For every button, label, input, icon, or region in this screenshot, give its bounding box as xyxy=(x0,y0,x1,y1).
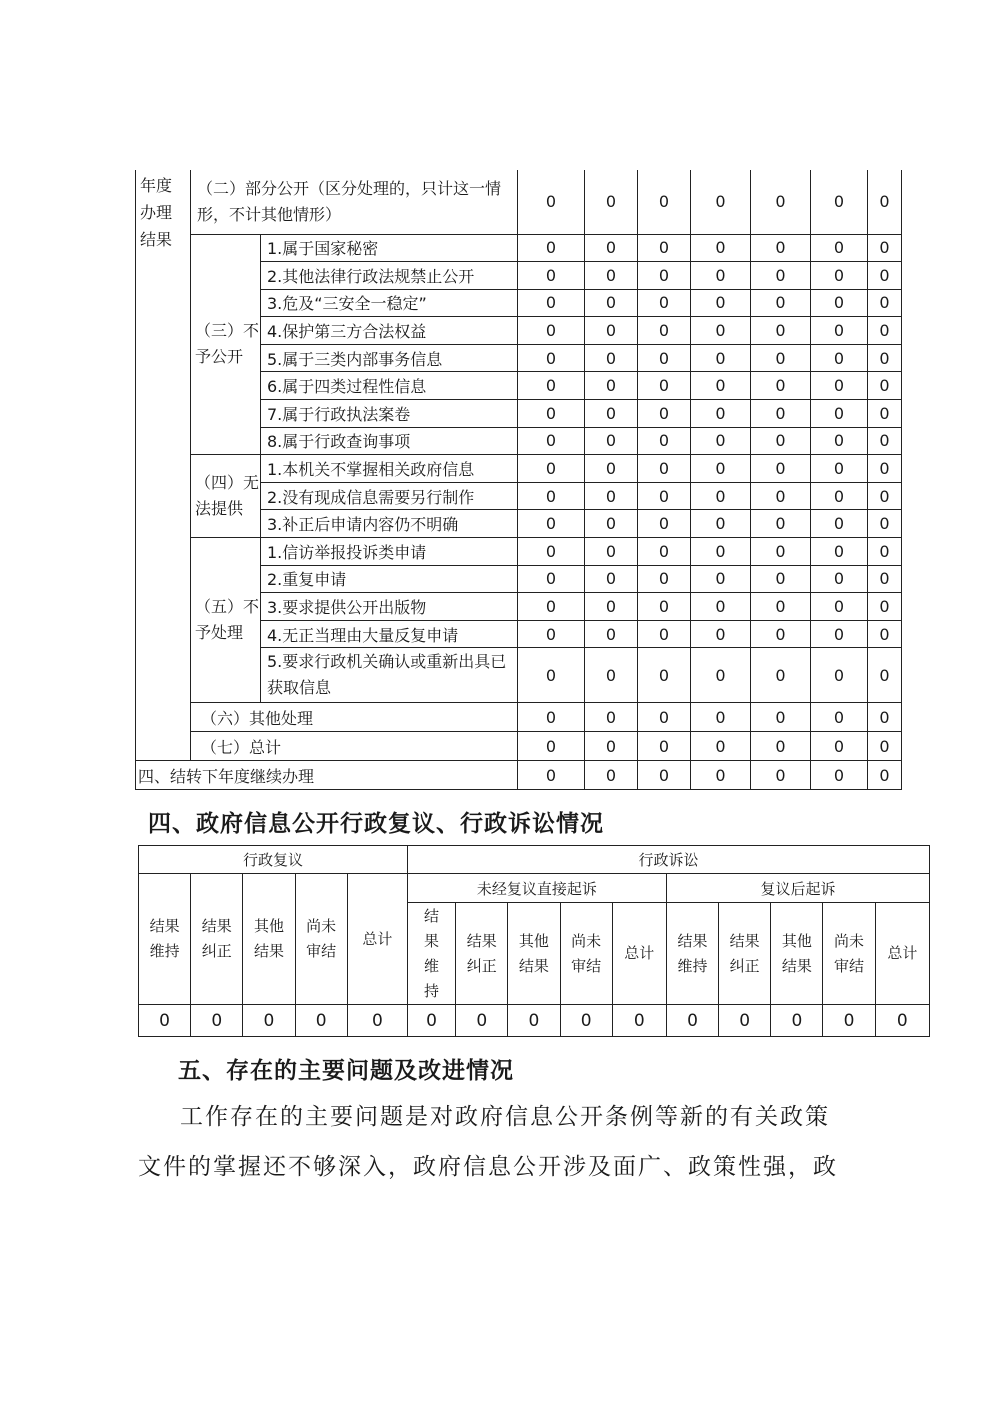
value-cell: 0 xyxy=(518,317,585,345)
value-cell: 0 xyxy=(638,620,691,648)
value-cell: 0 xyxy=(811,703,868,732)
value-cell: 0 xyxy=(868,620,902,648)
value-cell: 0 xyxy=(191,1005,243,1037)
value-cell: 0 xyxy=(585,620,638,648)
sub-header: 其他结果 xyxy=(243,874,295,1005)
value-cell: 0 xyxy=(691,761,751,790)
table-row xyxy=(139,874,930,903)
value-cell: 0 xyxy=(518,372,585,400)
row-label: 1.信访举报投诉类申请 xyxy=(261,538,518,566)
sub-header: 结果维持 xyxy=(407,903,455,1005)
value-cell: 0 xyxy=(585,732,638,761)
row-label: 7.属于行政执法案卷 xyxy=(261,400,518,428)
sub-header: 结果纠正 xyxy=(719,903,771,1005)
after-header: 复议后起诉 xyxy=(666,874,929,903)
value-cell: 0 xyxy=(751,510,811,538)
value-cell: 0 xyxy=(585,262,638,290)
value-cell: 0 xyxy=(243,1005,295,1037)
direct-header: 未经复议直接起诉 xyxy=(407,874,666,903)
section5-title: 五、存在的主要问题及改进情况 xyxy=(178,1058,514,1084)
value-cell: 0 xyxy=(585,317,638,345)
table-row xyxy=(136,234,902,262)
sub-header: 结果维持 xyxy=(139,874,191,1005)
value-cell: 0 xyxy=(811,372,868,400)
value-cell: 0 xyxy=(811,344,868,372)
row-label: 2.其他法律行政法规禁止公开 xyxy=(261,262,518,290)
value-cell: 0 xyxy=(585,400,638,428)
value-cell: 0 xyxy=(811,510,868,538)
value-cell: 0 xyxy=(691,427,751,455)
value-cell: 0 xyxy=(638,565,691,593)
value-cell: 0 xyxy=(868,482,902,510)
row-label: 4.保护第三方合法权益 xyxy=(261,317,518,345)
value-cell: 0 xyxy=(585,289,638,317)
value-cell: 0 xyxy=(518,427,585,455)
row-label: （六）其他处理 xyxy=(191,703,518,732)
sub-header: 尚未审结 xyxy=(560,903,612,1005)
value-cell: 0 xyxy=(347,1005,407,1037)
results-table xyxy=(135,170,902,790)
group-label-not-processed: （五）不予处理 xyxy=(191,538,261,703)
value-cell: 0 xyxy=(518,732,585,761)
value-cell: 0 xyxy=(638,317,691,345)
value-cell: 0 xyxy=(638,455,691,483)
value-cell: 0 xyxy=(612,1005,666,1037)
value-cell: 0 xyxy=(518,761,585,790)
litigation-header: 行政诉讼 xyxy=(407,846,929,874)
value-cell: 0 xyxy=(868,344,902,372)
value-cell: 0 xyxy=(295,1005,347,1037)
table-row xyxy=(136,170,902,234)
row-label: 5.要求行政机关确认或重新出具已获取信息 xyxy=(261,648,518,703)
value-cell: 0 xyxy=(691,234,751,262)
value-cell: 0 xyxy=(518,593,585,621)
sub-header: 结果纠正 xyxy=(456,903,508,1005)
paragraph-line-2: 文件的掌握还不够深入，政府信息公开涉及面广、政策性强，政 xyxy=(138,1154,838,1180)
value-cell: 0 xyxy=(868,761,902,790)
value-cell: 0 xyxy=(868,317,902,345)
value-cell: 0 xyxy=(868,648,902,703)
sub-header: 其他结果 xyxy=(771,903,823,1005)
value-cell: 0 xyxy=(868,593,902,621)
row-label: 5.属于三类内部事务信息 xyxy=(261,344,518,372)
value-cell: 0 xyxy=(518,344,585,372)
value-cell: 0 xyxy=(868,400,902,428)
value-cell: 0 xyxy=(691,510,751,538)
value-cell: 0 xyxy=(585,427,638,455)
value-cell: 0 xyxy=(691,400,751,428)
value-cell: 0 xyxy=(823,1005,875,1037)
row-label: （二）部分公开（区分处理的，只计这一情形，不计其他情形） xyxy=(191,170,518,234)
sub-header: 总计 xyxy=(612,903,666,1005)
value-cell: 0 xyxy=(691,289,751,317)
value-cell: 0 xyxy=(518,455,585,483)
value-cell: 0 xyxy=(811,289,868,317)
value-cell: 0 xyxy=(585,538,638,566)
value-cell: 0 xyxy=(751,565,811,593)
value-cell: 0 xyxy=(751,455,811,483)
value-cell: 0 xyxy=(691,372,751,400)
value-cell: 0 xyxy=(518,234,585,262)
value-cell: 0 xyxy=(751,262,811,290)
value-cell: 0 xyxy=(638,703,691,732)
value-cell: 0 xyxy=(407,1005,455,1037)
row-label: 3.补正后申请内容仍不明确 xyxy=(261,510,518,538)
value-cell: 0 xyxy=(691,565,751,593)
value-cell: 0 xyxy=(638,289,691,317)
value-cell: 0 xyxy=(751,400,811,428)
value-cell: 0 xyxy=(691,262,751,290)
value-cell: 0 xyxy=(518,648,585,703)
value-cell: 0 xyxy=(771,1005,823,1037)
section4-title: 四、政府信息公开行政复议、行政诉讼情况 xyxy=(148,811,604,837)
value-cell: 0 xyxy=(456,1005,508,1037)
value-cell: 0 xyxy=(868,427,902,455)
value-cell: 0 xyxy=(638,761,691,790)
value-cell: 0 xyxy=(751,703,811,732)
value-cell: 0 xyxy=(751,289,811,317)
sub-header: 尚未审结 xyxy=(823,903,875,1005)
value-cell: 0 xyxy=(868,455,902,483)
value-cell: 0 xyxy=(691,317,751,345)
value-cell: 0 xyxy=(811,317,868,345)
row-label: 3.要求提供公开出版物 xyxy=(261,593,518,621)
value-cell: 0 xyxy=(875,1005,929,1037)
table-row xyxy=(139,1005,930,1037)
value-cell: 0 xyxy=(811,620,868,648)
value-cell: 0 xyxy=(585,482,638,510)
value-cell: 0 xyxy=(638,400,691,428)
value-cell: 0 xyxy=(868,510,902,538)
value-cell: 0 xyxy=(751,482,811,510)
value-cell: 0 xyxy=(585,648,638,703)
row-label: （七）总计 xyxy=(191,732,518,761)
row-label: 2.重复申请 xyxy=(261,565,518,593)
value-cell: 0 xyxy=(518,510,585,538)
review-litigation-table xyxy=(138,845,930,1037)
value-cell: 0 xyxy=(585,565,638,593)
value-cell: 0 xyxy=(691,593,751,621)
value-cell: 0 xyxy=(751,170,811,234)
sub-header: 总计 xyxy=(875,903,929,1005)
value-cell: 0 xyxy=(811,262,868,290)
value-cell: 0 xyxy=(811,593,868,621)
value-cell: 0 xyxy=(751,427,811,455)
value-cell: 0 xyxy=(811,732,868,761)
value-cell: 0 xyxy=(691,648,751,703)
value-cell: 0 xyxy=(868,170,902,234)
group-label-withhold: （三）不予公开 xyxy=(191,234,261,455)
paragraph-line-1: 工作存在的主要问题是对政府信息公开条例等新的有关政策 xyxy=(180,1104,830,1130)
value-cell: 0 xyxy=(638,732,691,761)
value-cell: 0 xyxy=(638,170,691,234)
value-cell: 0 xyxy=(811,234,868,262)
value-cell: 0 xyxy=(691,538,751,566)
value-cell: 0 xyxy=(811,482,868,510)
value-cell: 0 xyxy=(751,234,811,262)
value-cell: 0 xyxy=(518,289,585,317)
sub-header: 结果纠正 xyxy=(191,874,243,1005)
row-label: 6.属于四类过程性信息 xyxy=(261,372,518,400)
value-cell: 0 xyxy=(585,344,638,372)
value-cell: 0 xyxy=(691,482,751,510)
row-label: 3.危及“三安全一稳定” xyxy=(261,289,518,317)
value-cell: 0 xyxy=(518,400,585,428)
value-cell: 0 xyxy=(868,538,902,566)
value-cell: 0 xyxy=(638,510,691,538)
value-cell: 0 xyxy=(666,1005,718,1037)
value-cell: 0 xyxy=(585,593,638,621)
value-cell: 0 xyxy=(638,344,691,372)
value-cell: 0 xyxy=(868,234,902,262)
value-cell: 0 xyxy=(638,234,691,262)
value-cell: 0 xyxy=(868,703,902,732)
value-cell: 0 xyxy=(691,455,751,483)
row-label: 1.本机关不掌握相关政府信息 xyxy=(261,455,518,483)
value-cell: 0 xyxy=(560,1005,612,1037)
value-cell: 0 xyxy=(811,538,868,566)
value-cell: 0 xyxy=(585,170,638,234)
value-cell: 0 xyxy=(811,170,868,234)
sub-header: 总计 xyxy=(347,874,407,1005)
value-cell: 0 xyxy=(751,344,811,372)
sub-header: 尚未审结 xyxy=(295,874,347,1005)
value-cell: 0 xyxy=(585,703,638,732)
value-cell: 0 xyxy=(811,427,868,455)
value-cell: 0 xyxy=(638,482,691,510)
value-cell: 0 xyxy=(518,170,585,234)
value-cell: 0 xyxy=(811,565,868,593)
table-row xyxy=(136,455,902,483)
value-cell: 0 xyxy=(868,262,902,290)
value-cell: 0 xyxy=(691,732,751,761)
value-cell: 0 xyxy=(638,372,691,400)
value-cell: 0 xyxy=(518,703,585,732)
value-cell: 0 xyxy=(508,1005,560,1037)
value-cell: 0 xyxy=(691,344,751,372)
sub-header: 结果维持 xyxy=(666,903,718,1005)
table-row xyxy=(136,538,902,566)
value-cell: 0 xyxy=(638,262,691,290)
value-cell: 0 xyxy=(751,648,811,703)
value-cell: 0 xyxy=(139,1005,191,1037)
value-cell: 0 xyxy=(585,234,638,262)
value-cell: 0 xyxy=(518,620,585,648)
value-cell: 0 xyxy=(868,732,902,761)
value-cell: 0 xyxy=(518,538,585,566)
value-cell: 0 xyxy=(638,427,691,455)
value-cell: 0 xyxy=(811,455,868,483)
value-cell: 0 xyxy=(751,761,811,790)
value-cell: 0 xyxy=(719,1005,771,1037)
value-cell: 0 xyxy=(868,565,902,593)
value-cell: 0 xyxy=(691,170,751,234)
table-row xyxy=(136,703,902,732)
value-cell: 0 xyxy=(585,510,638,538)
value-cell: 0 xyxy=(811,648,868,703)
value-cell: 0 xyxy=(585,372,638,400)
value-cell: 0 xyxy=(811,761,868,790)
value-cell: 0 xyxy=(751,538,811,566)
value-cell: 0 xyxy=(585,455,638,483)
row-label: 四、结转下年度继续办理 xyxy=(136,761,518,790)
value-cell: 0 xyxy=(638,593,691,621)
value-cell: 0 xyxy=(585,761,638,790)
value-cell: 0 xyxy=(751,317,811,345)
value-cell: 0 xyxy=(868,372,902,400)
row-label: 1.属于国家秘密 xyxy=(261,234,518,262)
value-cell: 0 xyxy=(751,372,811,400)
value-cell: 0 xyxy=(691,703,751,732)
value-cell: 0 xyxy=(638,538,691,566)
value-cell: 0 xyxy=(691,620,751,648)
group-label-unavailable: （四）无法提供 xyxy=(191,455,261,538)
value-cell: 0 xyxy=(518,262,585,290)
value-cell: 0 xyxy=(811,400,868,428)
value-cell: 0 xyxy=(751,620,811,648)
value-cell: 0 xyxy=(518,482,585,510)
value-cell: 0 xyxy=(751,593,811,621)
row-label: 4.无正当理由大量反复申请 xyxy=(261,620,518,648)
table-row xyxy=(136,732,902,761)
row-label: 8.属于行政查询事项 xyxy=(261,427,518,455)
row-label: 2.没有现成信息需要另行制作 xyxy=(261,482,518,510)
value-cell: 0 xyxy=(751,732,811,761)
section-label: 年度办理结果 xyxy=(136,170,191,761)
sub-header: 其他结果 xyxy=(508,903,560,1005)
value-cell: 0 xyxy=(638,648,691,703)
table-row xyxy=(136,761,902,790)
value-cell: 0 xyxy=(518,565,585,593)
value-cell: 0 xyxy=(868,289,902,317)
review-header: 行政复议 xyxy=(139,846,408,874)
table-row xyxy=(139,846,930,874)
